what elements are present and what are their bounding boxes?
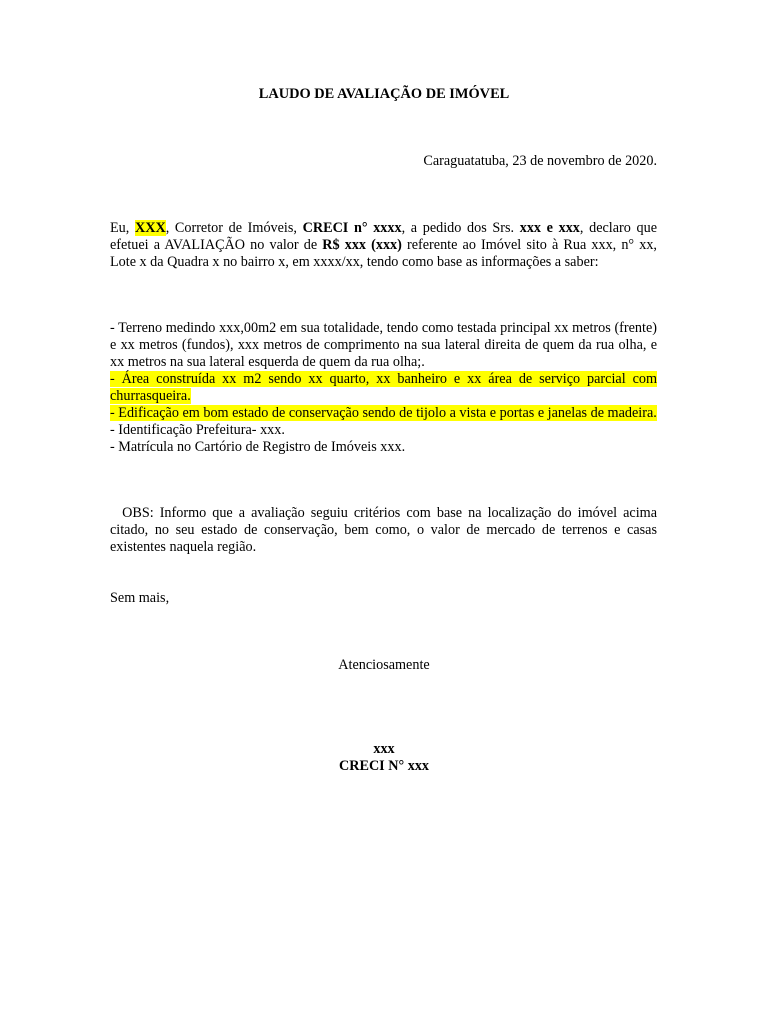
list-item — [110, 405, 657, 422]
item-city-id: - Identificação Prefeitura- xxx. — [110, 422, 285, 438]
closing-line: Sem mais, — [110, 590, 170, 606]
signature-name: xxx — [373, 741, 395, 757]
obs-paragraph: OBS: Informo que a avaliação seguiu critérios com base na localização do imóvel acima citado, no seu estado de conservação, bem como, o valor de mercado de terrenos e casas existentes naquela região. — [110, 505, 661, 556]
intro-text-4: , declaro que efetuei a AVALIAÇÃO no valor de — [110, 220, 657, 254]
signature-creci: CRECI N° xxx — [338, 758, 430, 774]
list-item — [110, 320, 657, 371]
client-names: xxx e xxx — [519, 220, 580, 236]
regards-line: Atenciosamente — [338, 657, 430, 673]
broker-name: XXX — [134, 220, 166, 236]
list-item — [110, 422, 657, 439]
appraisal-value: R$ xxx (xxx) — [322, 237, 402, 254]
intro-text-2: , Corretor de Imóveis, — [165, 220, 303, 236]
item-land: - Terreno medindo xxx,00m2 em sua totalidade, tendo como testada principal xx metros (frente) e xx metros (fundos), xxx metros de comprimento na sua lateral direita de quem da rua olha, e xx metros na sua lateral esquerda de quem da rua olha;. — [110, 320, 657, 370]
intro-text-1: Eu, — [110, 220, 135, 236]
list-item — [110, 439, 657, 456]
document-title: LAUDO DE AVALIAÇÃO DE IMÓVEL — [258, 86, 510, 102]
intro-text-3: , a pedido dos Srs. — [401, 220, 520, 236]
date-line: Caraguatatuba, 23 de novembro de 2020. — [423, 153, 657, 169]
item-registry: - Matrícula no Cartório de Registro de Imóveis xxx. — [110, 439, 406, 455]
intro-text-5: referente ao Imóvel sito à Rua xxx, n° xx, Lote x da Quadra x no bairro x, em xxxx/xx, tendo como base as informações a saber: — [110, 237, 657, 271]
list-item — [110, 371, 657, 405]
broker-creci: CRECI n° xxxx — [302, 220, 402, 236]
item-built-area: - Área construída xx m2 sendo xx quarto, xx banheiro e xx área de serviço parcial com churrasqueira. — [110, 371, 657, 404]
property-details-list — [110, 320, 657, 456]
intro-paragraph — [110, 220, 657, 272]
item-building-condition: - Edificação em bom estado de conservação sendo de tijolo a vista e portas e janelas de madeira. — [110, 405, 657, 421]
